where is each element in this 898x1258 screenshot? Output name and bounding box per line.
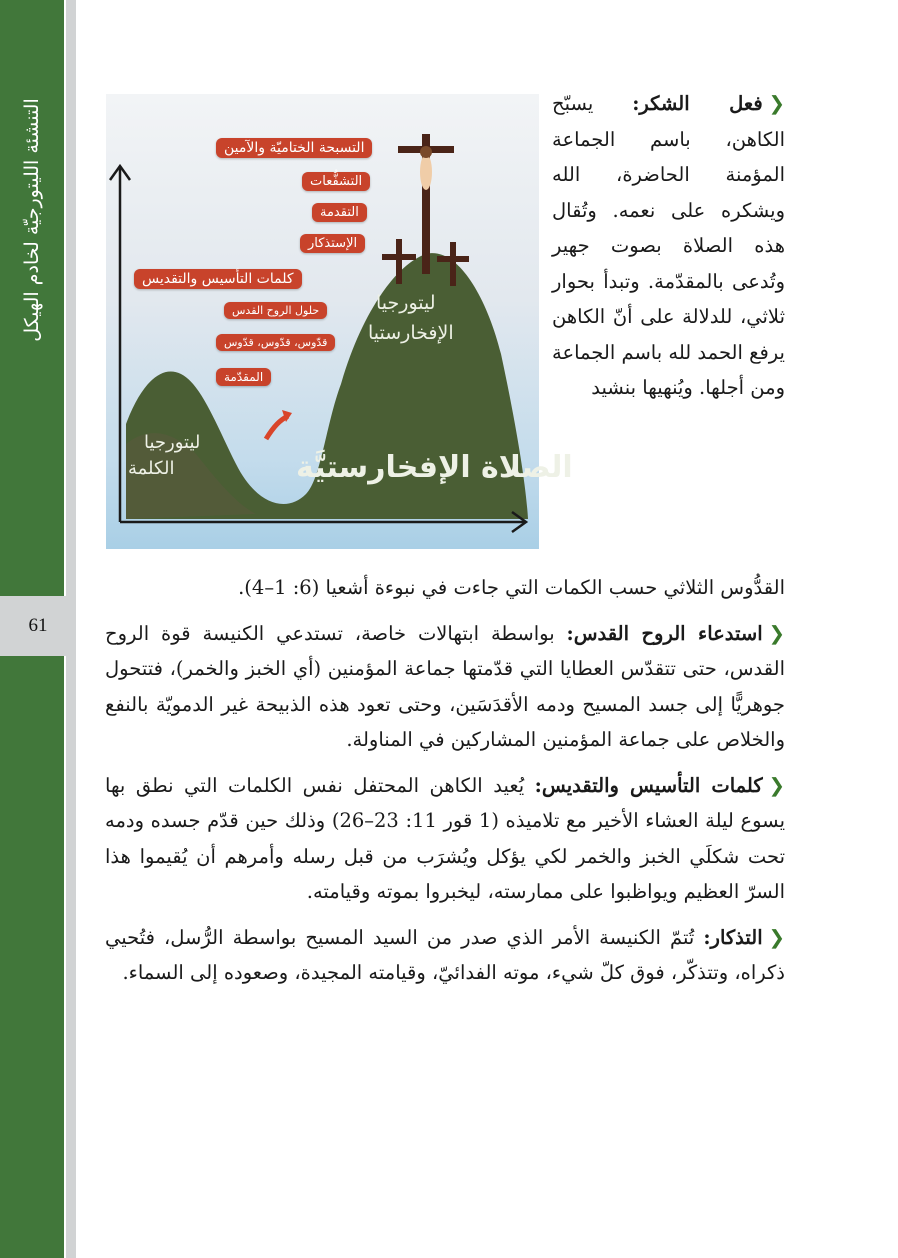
section-term: فعل الشكر: [632,92,763,115]
hill-left-label-2: الكلمة [128,458,175,479]
bullet-icon: ❮ [768,773,786,797]
section-anamnesis [105,920,785,991]
running-title-text: التنشئة الليتورجيّة لخادم الهيكل [21,98,44,342]
section-text: يُعيد الكاهن المحتفل نفس الكلمات التي نطق بها يسوع ليلة العشاء الأخير مع تلاميذه (1 قور 11: 23–26) وذلك حين قدّم جسده ودمه تحت شكلَي الخبز والخمر لكي يؤكل ويُشرَب من قبل رسله وأمرهم أن يُقيموا هذا السرّ العظيم ويواظبوا على ممارسته، ليخبروا بموته وقيامته. [105,773,785,903]
bullet-icon: ❮ [768,92,785,115]
hill-right-label-2: الإفخارستيا [368,322,454,344]
section-text: يسبّح الكاهن، باسم الجماعة المؤمنة الحاضرة، الله ويشكره على نعمه. وتُقال هذه الصلاة بصوت جهير وتُدعى بالمقدّمة. وتبدأ بحوار ثلاثي، للدلالة على أنّ الكاهن يرفع الحمد لله باسم الجماعة ومن أجلها. ويُنهيها بنشيد [552,92,785,399]
step-anamnesis: الإستذكار [300,234,365,253]
step-intercessions: التشفُّعات [302,172,370,191]
page-number-tab [0,596,76,656]
step-doxology: التسبحة الختاميّة والآمين [216,138,372,158]
arrow-up-icon [266,416,288,439]
section-thanksgiving [552,86,785,406]
crosses [382,134,469,286]
thanksgiving-continuation: القدُّوس الثلاثي حسب الكمات التي جاءت في نبوءة أشعيا (6: 1–4). [238,576,785,599]
section-institution [105,768,785,910]
step-preface: المقدّمة [216,368,271,386]
bullet-icon: ❮ [768,925,785,949]
hill-left-label-1: ليتورجيا [144,432,201,453]
step-institution: كلمات التأسيس والتقديس [134,269,302,289]
page-number: 61 [28,615,48,636]
hill-right-label-1: ليتورجيا [376,292,436,314]
section-epiclesis [105,616,785,758]
section-term: كلمات التأسيس والتقديس: [534,773,763,797]
step-offering: التقدمة [312,203,367,222]
section-text: بواسطة ابتهالات خاصة، تستدعي الكنيسة قوة الروح القدس، حتى تتقدّس العطايا التي قدّمتها جماعة المؤمنين (أي الخبز والخمر)، فتتحول جوهريًّا إلى جسد المسيح ودمه الأقدَسَين، وحتى تعود هذه الذبيحة غير الدمويّة بالنفع والخلاص على جماعة المؤمنين المشاركين في المناولة. [105,621,785,751]
section-term: التذكار: [703,925,763,949]
step-sanctus: قدّوس، قدّوس، قدّوس [216,334,335,351]
running-title [0,90,64,350]
body-text [105,570,785,1001]
figure-title: الصلاة الإفخارستيَّة [296,450,573,485]
section-term: استدعاء الروح القدس: [566,621,763,645]
bullet-icon: ❮ [768,621,785,645]
section-text: تُتمّ الكنيسة الأمر الذي صدر من السيد المسيح بواسطة الرُّسل، فتُحيي ذكراه، وتتذكّر، فوق كلّ شيء، موته الفدائيّ، وقيامته المجيدة، وصعوده إلى السماء. [105,925,785,984]
step-epiclesis: حلول الروح القدس [224,302,327,319]
eucharistic-prayer-figure [106,94,573,549]
